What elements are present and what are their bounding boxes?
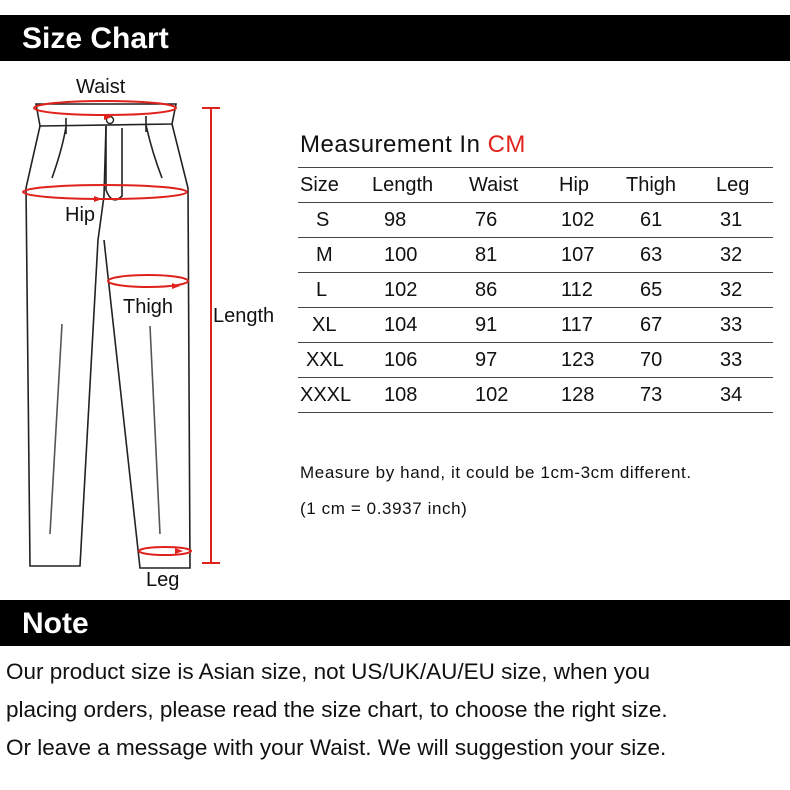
table-cell: 91 [467, 308, 557, 343]
right-leg-outline [104, 124, 190, 568]
table-cell: 63 [624, 238, 714, 273]
table-cell: 102 [467, 378, 557, 413]
column-header: Size [298, 168, 370, 203]
right-pocket [146, 125, 162, 178]
column-header: Waist [467, 168, 557, 203]
table-cell: 34 [714, 378, 773, 413]
table-cell: 123 [557, 343, 624, 378]
table-row [298, 273, 773, 308]
column-header: Thigh [624, 168, 714, 203]
note-text-line: placing orders, please read the size chart, to choose the right size. [6, 697, 668, 722]
waist-measure-ring [34, 101, 176, 115]
note-header [0, 600, 790, 646]
table-cell: 67 [624, 308, 714, 343]
hip-label: Hip [65, 204, 96, 226]
table-cell: 102 [370, 273, 467, 308]
table-cell: 86 [467, 273, 557, 308]
column-header: Leg [714, 168, 773, 203]
table-cell: 65 [624, 273, 714, 308]
table-cell: 32 [714, 273, 773, 308]
left-crease [50, 324, 62, 534]
table-cell: 102 [557, 203, 624, 238]
table-row [298, 378, 773, 413]
note-text-line: Or leave a message with your Waist. We will suggestion your size. [6, 735, 667, 760]
pants-diagram [0, 70, 300, 600]
table-row [298, 203, 773, 238]
table-header-row [298, 168, 773, 203]
column-header: Hip [557, 168, 624, 203]
table-cell: 61 [624, 203, 714, 238]
size-chart-title: Size Chart [22, 22, 169, 55]
table-cell: 32 [714, 238, 773, 273]
measurement-prefix: Measurement In [300, 131, 488, 158]
table-cell: 81 [467, 238, 557, 273]
table-cell: XXL [298, 343, 370, 378]
fly-outline [106, 126, 122, 200]
table-cell: 128 [557, 378, 624, 413]
column-header: Length [370, 168, 467, 203]
length-label: Length [213, 305, 275, 327]
table-cell: M [298, 238, 370, 273]
left-leg-outline [26, 126, 106, 566]
table-cell: 104 [370, 308, 467, 343]
table-cell: 31 [714, 203, 773, 238]
table-cell: 97 [467, 343, 557, 378]
table-row [298, 343, 773, 378]
table-cell: 98 [370, 203, 467, 238]
size-table [298, 167, 773, 413]
leg-measure-ring [139, 547, 191, 555]
table-cell: 33 [714, 308, 773, 343]
table-cell: 76 [467, 203, 557, 238]
note-title: Note [22, 607, 89, 640]
table-cell: 70 [624, 343, 714, 378]
table-cell: 107 [557, 238, 624, 273]
left-pocket [52, 127, 66, 178]
table-cell: XL [298, 308, 370, 343]
size-chart-header [0, 15, 790, 61]
table-cell: S [298, 203, 370, 238]
measurement-unit: CM [487, 131, 526, 158]
thigh-label: Thigh [123, 296, 174, 318]
table-cell: 106 [370, 343, 467, 378]
table-cell: 112 [557, 273, 624, 308]
table-row [298, 308, 773, 343]
table-cell: L [298, 273, 370, 308]
table-cell: 73 [624, 378, 714, 413]
leg-label: Leg [146, 569, 180, 591]
right-crease [150, 326, 160, 534]
measurement-title [300, 131, 526, 159]
conversion-note: (1 cm = 0.3937 inch) [300, 499, 468, 518]
table-cell: 100 [370, 238, 467, 273]
table-cell: 108 [370, 378, 467, 413]
waist-label: Waist [76, 76, 126, 98]
table-cell: XXXL [298, 378, 370, 413]
table-cell: 117 [557, 308, 624, 343]
note-text-line: Our product size is Asian size, not US/UK/AU/EU size, when you [6, 659, 651, 684]
table-cell: 33 [714, 343, 773, 378]
table-row [298, 238, 773, 273]
hip-arrow-icon [94, 196, 102, 202]
measure-note: Measure by hand, it could be 1cm-3cm different. [300, 463, 692, 482]
